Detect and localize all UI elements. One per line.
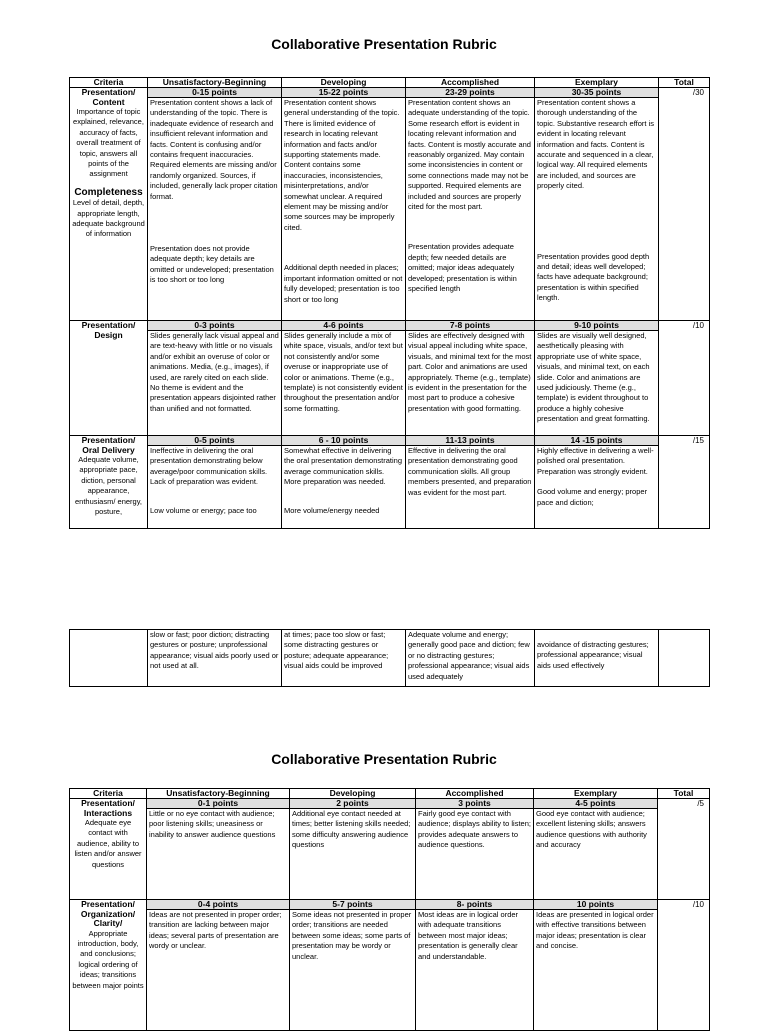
header-total: Total <box>658 789 710 799</box>
rubric-cell: avoidance of distracting gestures; professional appearance; visual aids used effectively <box>535 630 659 687</box>
criteria-name: Presentation/ Content <box>81 87 136 107</box>
page-title: Collaborative Presentation Rubric <box>271 751 497 767</box>
criteria-name: Presentation/ Organization/ Clarity/ <box>80 899 136 928</box>
points-label: 5-7 points <box>290 900 416 910</box>
rubric-cell: Presentation content shows a lack of understanding of the topic. There is inadequate evidence of research and insufficient relevant information and facts. Content is confusing and/or contains frequent inaccuracies. Required elements are missing and/or randomly organized. Sources, if included, generally lack proper citation format. Presentation does not provide adequate depth; key details are omitted or undeveloped; presentation is too short or too long <box>148 98 282 321</box>
criteria-desc: Level of detail, depth, appropriate length, adequate background of information <box>72 198 145 239</box>
total-cell: /15 <box>659 436 710 529</box>
points-label: 0-15 points <box>148 88 282 98</box>
rubric-table-1 <box>69 77 710 529</box>
header-developing: Developing <box>282 78 406 88</box>
points-label: 0-4 points <box>147 900 290 910</box>
points-label: 23-29 points <box>406 88 535 98</box>
total-cell: /30 <box>659 88 710 321</box>
criteria-desc: Adequate eye contact with audience, ability to listen and/or answer questions <box>74 818 142 869</box>
total-cell: /10 <box>658 900 710 1031</box>
header-criteria: Criteria <box>70 78 148 88</box>
total-cell: /10 <box>659 321 710 436</box>
header-accomplished: Accomplished <box>416 789 534 799</box>
criteria-content <box>70 88 148 321</box>
rubric-cell: slow or fast; poor diction; distracting gestures or posture; unprofessional appearance; visual aids poorly used or not used at all. <box>148 630 282 687</box>
rubric-cell: Fairly good eye contact with audience; displays ability to listen; provides adequate answers to audience questions. <box>416 809 534 900</box>
criteria-interactions <box>70 799 147 900</box>
points-label: 30-35 points <box>535 88 659 98</box>
rubric-cell: Presentation content shows an adequate understanding of the topic. Some research effort is evident in locating relevant information and facts. Content is mostly accurate and reasonably organized. May contain some inconsistencies in content or some connections made may not be supported. Required elements are included and sources are properly cited for the most part. Presentation provides adequate depth; few needed details are omitted; major ideas adequately developed; presentation is within specified length <box>406 98 535 321</box>
criteria-name: Presentation/ Oral Delivery <box>81 435 136 455</box>
header-unsatisfactory: Unsatisfactory-Beginning <box>147 789 290 799</box>
rubric-cell: at times; pace too slow or fast; some distracting gestures or posture; adequate appearance; visual aids could be improved <box>282 630 406 687</box>
points-label: 3 points <box>416 799 534 809</box>
rubric-cell: Effective in delivering the oral presentation demonstrating good communication skills. All group members presented, and preparation was evident for the most part. <box>406 446 535 529</box>
points-label: 0-3 points <box>148 321 282 331</box>
points-label: 9-10 points <box>535 321 659 331</box>
criteria-name: Presentation/ Interactions <box>81 798 135 818</box>
header-criteria: Criteria <box>70 789 147 799</box>
rubric-cell: Little or no eye contact with audience; poor listening skills; uneasiness or inability to answer audience questions <box>147 809 290 900</box>
points-label: 0-1 points <box>147 799 290 809</box>
rubric-cell: Adequate volume and energy; generally good pace and diction; few or no distracting gestures; professional appearance; visual aids used adequately <box>406 630 535 687</box>
rubric-cell: Slides generally include a mix of white space, visuals, and/or text but not consistently and/or some overuse or inappropriate use of color or animations. Theme (e.g., template) is not consistently evident throughout the presentation and/or some formatting. <box>282 331 406 436</box>
header-exemplary: Exemplary <box>534 789 658 799</box>
rubric-cell: Slides are visually well designed, aesthetically pleasing with appropriate use of white space, visuals, and minimal text, on each slide. Color and animations are used judiciously. Theme (e.g., template) is evident throughout to produce a highly cohesive presentation and great formatting. <box>535 331 659 436</box>
points-label: 8- points <box>416 900 534 910</box>
criteria-organization <box>70 900 147 1031</box>
rubric-table-continued <box>69 629 710 687</box>
header-accomplished: Accomplished <box>406 78 535 88</box>
page-title: Collaborative Presentation Rubric <box>271 36 497 52</box>
points-label: 15-22 points <box>282 88 406 98</box>
points-label: 4-5 points <box>534 799 658 809</box>
criteria-delivery <box>70 436 148 529</box>
criteria-desc: Appropriate introduction, body, and conclusions; logical ordering of ideas; transitions between major points <box>72 928 144 990</box>
header-exemplary: Exemplary <box>535 78 659 88</box>
criteria-name: Completeness <box>74 186 143 198</box>
rubric-cell: Ideas are presented in logical order with effective transitions between major ideas; presentation is clear and concise. <box>534 910 658 1031</box>
points-label: 0-5 points <box>148 436 282 446</box>
rubric-cell: Some ideas not presented in proper order; transitions are needed between some ideas; some parts of presentation may be wordy or unclear. <box>290 910 416 1031</box>
criteria-design <box>70 321 148 436</box>
points-label: 4-6 points <box>282 321 406 331</box>
rubric-cell: Most ideas are in logical order with adequate transitions between most major ideas; presentation is generally clear and understandable. <box>416 910 534 1031</box>
criteria-desc: Importance of topic explained, relevance, accuracy of facts, overall treatment of topic, answers all points of the assignment <box>73 107 144 179</box>
header-developing: Developing <box>290 789 416 799</box>
rubric-table-2 <box>69 788 710 1031</box>
rubric-cell: Somewhat effective in delivering the oral presentation demonstrating average communication skills. More preparation was needed. More volume/energy needed <box>282 446 406 529</box>
points-label: 6 - 10 points <box>282 436 406 446</box>
total-cell <box>659 630 710 687</box>
rubric-cell: Slides are effectively designed with visual appeal including white space, visuals, and minimal text for the most part. Color and animations are used appropriately. Theme (e.g., template) is evident in the presentation for the most part to produce a cohesive presentation with good formatting. <box>406 331 535 436</box>
rubric-cell: Ideas are not presented in proper order; transition are lacking between major ideas; several parts of presentation are wordy or unclear. <box>147 910 290 1031</box>
points-label: 14 -15 points <box>535 436 659 446</box>
criteria-name: Presentation/ Design <box>81 320 136 340</box>
header-total: Total <box>659 78 710 88</box>
total-cell: /5 <box>658 799 710 900</box>
rubric-cell: Presentation content shows a thorough understanding of the topic. Substantive research effort is evident in locating relevant information and facts. Content is accurate and sequenced in a clear, logical way. All required elements are included, and sources are properly cited. Presentation provides good depth and detail; ideas well developed; facts have adequate background; presentation is within specified length. <box>535 98 659 321</box>
criteria-desc: Adequate volume, appropriate pace, diction, personal appearance, enthusiasm/ energy, posture, <box>75 455 142 517</box>
points-label: 2 points <box>290 799 416 809</box>
rubric-cell: Highly effective in delivering a well-polished oral presentation. Preparation was strongly evident. Good volume and energy; proper pace and diction; <box>535 446 659 529</box>
points-label: 7-8 points <box>406 321 535 331</box>
points-label: 11-13 points <box>406 436 535 446</box>
points-label: 10 points <box>534 900 658 910</box>
rubric-cell: Additional eye contact needed at times; better listening skills needed; some difficulty answering audience questions <box>290 809 416 900</box>
rubric-cell: Ineffective in delivering the oral presentation demonstrating below average/poor communication skills. Lack of preparation was evident. Low volume or energy; pace too <box>148 446 282 529</box>
rubric-cell: Slides generally lack visual appeal and are text-heavy with little or no visuals and/or exhibit an overuse of color or animations. Media, (e.g., images), if used, are rarely cited on each slide. No theme is evident and the presentation appears disjointed rather than unified and not formatted. <box>148 331 282 436</box>
rubric-cell: Good eye contact with audience; excellent listening skills; answers audience questions with authority and accuracy <box>534 809 658 900</box>
rubric-cell: Presentation content shows general understanding of the topic. There is limited evidence of research in locating relevant information and facts and/or supporting statements made. Content contains some inaccuracies, inconsistencies, misinterpretations, and/or somewhat unclear. A required element may be missing and/or some sources may be improperly cited. Additional depth needed in places; important information omitted or not fully developed; presentation is too short or too long <box>282 98 406 321</box>
criteria-blank <box>70 630 148 687</box>
header-unsatisfactory: Unsatisfactory-Beginning <box>148 78 282 88</box>
